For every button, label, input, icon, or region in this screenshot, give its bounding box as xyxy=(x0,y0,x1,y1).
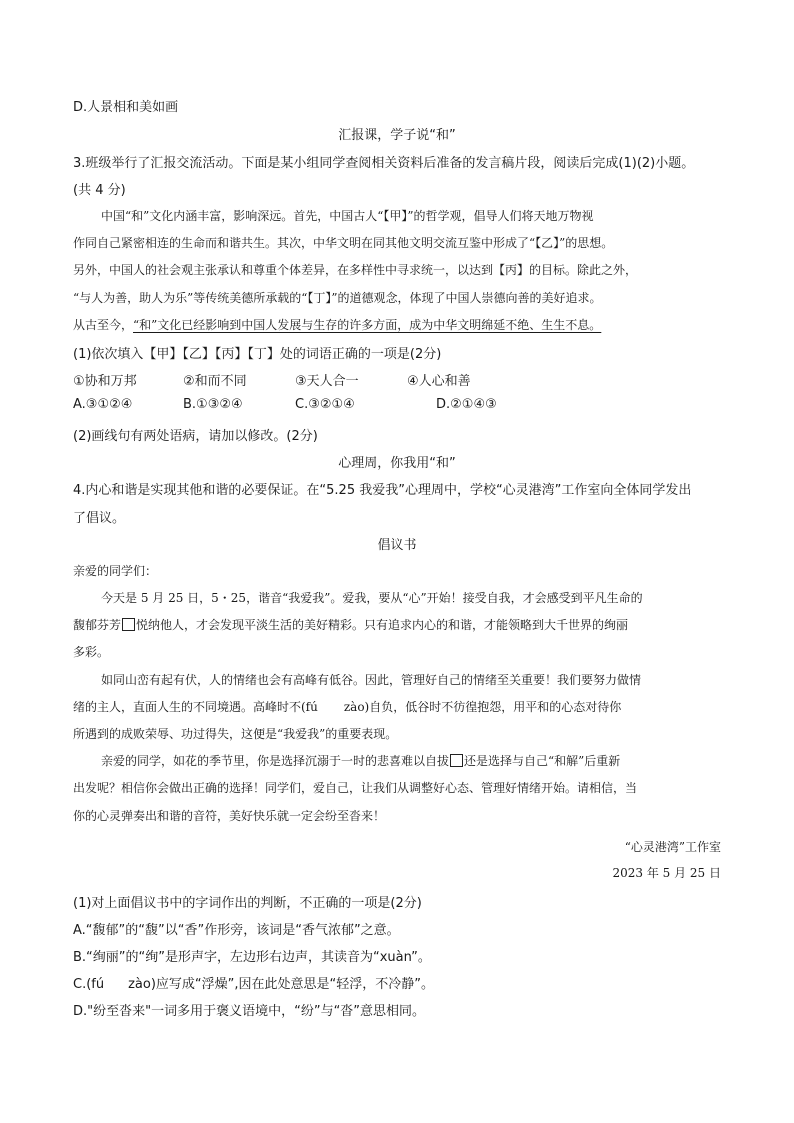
prev-option-d: D.人景相和美如画 xyxy=(73,100,179,115)
punctuation-blank-box xyxy=(122,618,135,631)
letter-line: 馥郁芬芳 悦纳他人，才会发现平淡生活的美好精彩。只有追求内心的和谐，才能领略到大千世界的绚丽 xyxy=(73,618,629,632)
q4-1-option-d: D."纷至沓来"一词多用于褒义语境中，“纷”与“沓”意思相同。 xyxy=(73,1004,426,1019)
letter-line: 如同山峦有起有伏，人的情绪也会有高峰有低谷。因此，管理好自己的情绪至关重要！我们要努力做情 xyxy=(101,673,642,687)
letter-line: 绪的主人，直面人生的不同境遇。高峰时不(fú zào)自负，低谷时不彷徨抱怨，用平和的心态对待你 xyxy=(73,700,622,714)
passage-last-prefix: 从古至今， xyxy=(73,318,134,332)
punctuation-blank-box xyxy=(450,754,463,767)
q3-1-stem: (1)依次填入【甲】【乙】【丙】【丁】处的词语正确的一项是(2分) xyxy=(73,347,442,362)
q4-stem-line2: 了倡议。 xyxy=(73,511,126,526)
letter-line: 多彩。 xyxy=(73,645,110,659)
choice-item: ②和而不同 xyxy=(183,374,247,389)
q3-2-stem: (2)画线句有两处语病，请加以修改。(2分) xyxy=(73,429,318,444)
section-title-report: 汇报课，学子说“和” xyxy=(338,128,456,143)
passage-line: 中国“和”文化内涵丰富，影响深远。首先，中国古人“【甲】”的哲学观，倡导人们将天地万物视 xyxy=(101,209,594,223)
passage-line: 作同自己紧密相连的生命而和谐共生。其次，中华文明在同其他文明交流互鉴中形成了“【乙】”的思想。 xyxy=(73,236,614,250)
letter-line: 亲爱的同学，如花的季节里，你是选择沉溺于一时的悲喜难以自拔 还是选择与自己“和解”后重新 xyxy=(101,754,621,768)
letter-title: 倡议书 xyxy=(377,538,417,553)
letter-line: 出发呢？相信你会做出正确的选择！同学们，爱自己，让我们从调整好心态、管理好情绪开始。请相信，当 xyxy=(73,781,638,795)
q4-1-option-c: C.(fú zào)应写成“浮燥”,因在此处意思是“轻浮，不冷静”。 xyxy=(73,977,434,992)
choice-item: ④人心和善 xyxy=(407,374,471,389)
letter-line: 你的心灵弹奏出和谐的音符，美好快乐就一定会纷至沓来！ xyxy=(73,809,386,823)
choice-item: ③天人合一 xyxy=(295,374,359,389)
q4-1-stem: (1)对上面倡议书中的字词作出的判断，不正确的一项是(2分) xyxy=(73,896,422,911)
underlined-sentence: “和”文化已经影响到中国人发展与生存的许多方面，成为中华文明绵延不绝、生生不息。 xyxy=(133,318,602,332)
letter-line: 所遇到的成败荣辱、功过得失，这便是“我爱我”的重要表现。 xyxy=(73,727,398,741)
letter-signature: “心灵港湾”工作室 xyxy=(624,840,721,854)
letter-greeting: 亲爱的同学们： xyxy=(73,564,158,578)
choice-item: ①协和万邦 xyxy=(73,374,137,389)
passage-line: 另外，中国人的社会观主张承认和尊重个体差异，在多样性中寻求统一，以达到【丙】的目标。除此之外， xyxy=(73,263,638,277)
letter-date: 2023 年 5 月 25 日 xyxy=(612,866,721,880)
q4-1-option-a: A.“馥郁”的“馥”以“香”作形旁，该词是“香气浓郁”之意。 xyxy=(73,923,400,938)
passage-line: “与人为善，助人为乐”等传统美德所承载的“【丁】”的道德观念，体现了中国人崇德向善的美好追求。 xyxy=(73,291,602,305)
q3-stem-line2: (共 4 分) xyxy=(73,183,126,198)
q4-1-option-b: B.“绚丽”的“绚”是形声字，左边形右边声，其读音为“xuàn”。 xyxy=(73,950,431,965)
option-a: A.③①②④ xyxy=(73,397,133,412)
option-c: C.③②①④ xyxy=(295,397,355,412)
letter-line: 今天是 5 月 25 日，5・25，谐音“我爱我”。爱我，要从“心”开始！接受自我，才会感受到平凡生命的 xyxy=(101,591,643,605)
q3-stem-line1: 3.班级举行了汇报交流活动。下面是某小组同学查阅相关资料后准备的发言稿片段，阅读后完成(1)(2)小题。 xyxy=(73,156,695,171)
passage-last-line xyxy=(73,316,601,333)
option-d: D.②①④③ xyxy=(436,397,497,412)
section-title-psych-week: 心理周，你我用“和” xyxy=(338,456,456,471)
q4-stem-line1: 4.内心和谐是实现其他和谐的必要保证。在“5.25 我爱我”心理周中，学校“心灵港湾”工作室向全体同学发出 xyxy=(73,483,692,498)
option-b: B.①③②④ xyxy=(183,397,243,412)
